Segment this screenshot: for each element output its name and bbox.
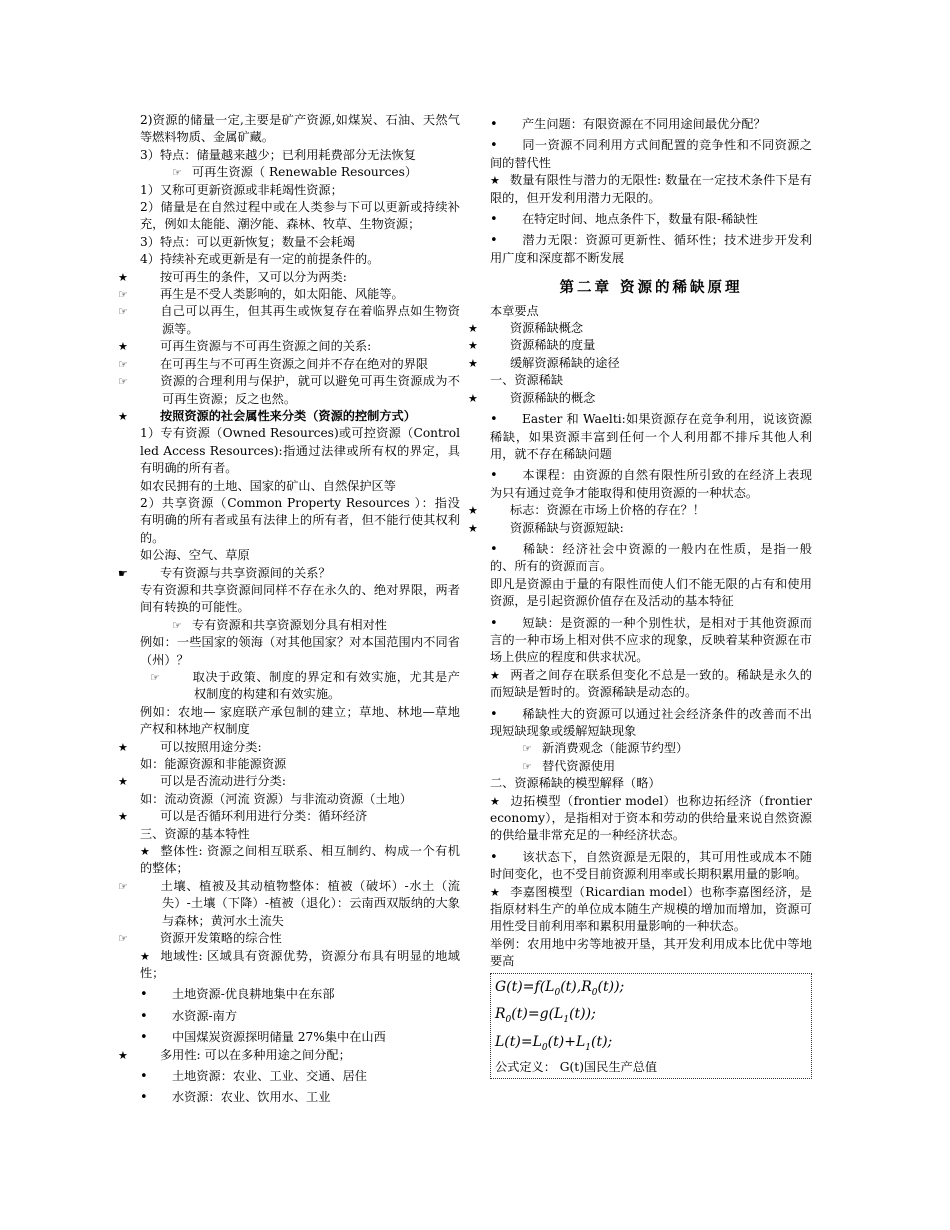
star-bullet-icon: ★ bbox=[118, 409, 128, 423]
line-text: 专有资源和共享资源间同样不存在永久的、绝对界限，两者间有转换的可能性。 bbox=[140, 582, 460, 615]
line-text: 本课程：由资源的自然有限性所引致的在经济上表现为只有通过竞争才能取得和使用资源的一种状态。 bbox=[490, 468, 812, 500]
line-text: 土地资源：农业、工业、交通、居住 bbox=[172, 1068, 367, 1083]
line-text: 专有资源与共享资源间的关系？ bbox=[160, 565, 331, 580]
text-line bbox=[490, 137, 812, 172]
text-line bbox=[140, 182, 460, 199]
text-line bbox=[468, 320, 812, 337]
star-bullet-icon: ★ bbox=[468, 504, 478, 518]
line-text: 稀缺：经济社会中资源的一般内在性质，是指一般的、所有的资源而言。 bbox=[490, 541, 812, 574]
line-text: 同一资源不同利用方式间配置的竞争性和不同资源之间的替代性 bbox=[490, 138, 812, 170]
line-text: 1）又称可更新资源或非耗竭性资源； bbox=[140, 182, 343, 197]
dot-bullet-icon: • bbox=[490, 849, 498, 865]
star-bullet-icon: ★ bbox=[118, 740, 128, 754]
dot-bullet-icon: • bbox=[490, 706, 498, 722]
text-line bbox=[140, 704, 460, 739]
text-line bbox=[118, 269, 460, 286]
hand-pointer-icon: ☞ bbox=[172, 618, 182, 632]
text-line bbox=[140, 199, 460, 234]
line-text: 可以按照用途分类: bbox=[160, 739, 262, 754]
text-line bbox=[140, 617, 460, 634]
star-bullet-icon: ★ bbox=[118, 1048, 128, 1062]
line-text: 数量有限性与潜力的无限性: 数量在一定技术条件下是有限的，但开发利用潜力无限的。 bbox=[490, 173, 812, 205]
line-text: 缓解资源稀缺的途径 bbox=[510, 355, 620, 370]
line-text: 资源开发策略的综合性 bbox=[160, 931, 282, 946]
text-line bbox=[140, 948, 460, 983]
text-line bbox=[118, 408, 460, 425]
text-line bbox=[118, 930, 460, 947]
dot-bullet-icon: • bbox=[490, 233, 498, 249]
text-line bbox=[140, 112, 460, 147]
text-line bbox=[490, 884, 812, 936]
text-line bbox=[490, 411, 812, 463]
dot-bullet-icon: • bbox=[490, 615, 498, 631]
text-line bbox=[140, 147, 460, 164]
hand-pointer-icon: ☞ bbox=[118, 288, 128, 302]
hand-pointer-icon: ☞ bbox=[522, 742, 532, 756]
line-text: 举例：农用地中劣等地被开垦，其开发利用成本比优中等地要高 bbox=[490, 936, 812, 969]
text-line bbox=[468, 390, 812, 407]
text-line bbox=[490, 706, 812, 741]
line-text: 土地资源-优良耕地集中在东部 bbox=[172, 987, 335, 1002]
star-bullet-icon: ★ bbox=[490, 794, 500, 808]
formula-2: $R_0(t)=g(L_1(t))$; bbox=[495, 1006, 596, 1026]
text-line bbox=[490, 211, 812, 228]
text-line bbox=[140, 1068, 460, 1085]
line-text: 替代资源使用 bbox=[542, 758, 616, 773]
dot-bullet-icon: • bbox=[490, 541, 498, 557]
line-text: 如：能源资源和非能源资源 bbox=[140, 757, 287, 772]
text-line bbox=[490, 372, 812, 389]
line-text: 3）特点：可以更新恢复；数量不会耗竭 bbox=[140, 234, 355, 249]
line-text: 潜力无限：资源可更新性、循环性；技术进步开发利用广度和深度都不断发展 bbox=[490, 233, 812, 265]
line-text: 可再生资源与不可再生资源之间的关系: bbox=[160, 339, 372, 354]
star-bullet-icon: ★ bbox=[118, 270, 128, 284]
text-line bbox=[490, 775, 812, 792]
text-line bbox=[140, 826, 460, 843]
line-text: 取决于政策、制度的界定和有效实施，尤其是产权制度的构建和有效实施。 bbox=[192, 670, 460, 702]
text-line bbox=[118, 739, 460, 756]
line-text: 1）专有资源（Owned Resources)或可控资源（Controlled Access Resources):指通过法律或所有权的界定，具有明确的所有者。 bbox=[140, 426, 460, 476]
text-line bbox=[490, 667, 812, 702]
text-line bbox=[490, 576, 812, 611]
line-text: 2）储量是在自然过程中或在人类参与下可以更新或持续补充，例如太能能、潮汐能、森林、牧草、生物资源； bbox=[140, 200, 460, 232]
dot-bullet-icon: • bbox=[490, 117, 498, 132]
text-line bbox=[468, 520, 812, 537]
text-line bbox=[490, 303, 812, 320]
line-text: 新消费观念（能源节约型） bbox=[542, 741, 689, 756]
line-text: 2）共享资源（Common Property Resources ）：指没有明确的所有者或虽有法律上的所有者，但不能行使其权利的。 bbox=[140, 495, 460, 545]
hand-pointer-icon: ☞ bbox=[118, 357, 128, 371]
hand-pointer-icon: ☞ bbox=[522, 759, 532, 773]
line-text: 自己可以再生，但其再生或恢复存在着临界点如生物资源等。 bbox=[160, 304, 460, 336]
line-text: 在可再生与不可再生资源之间并不存在绝对的界限 bbox=[160, 356, 429, 371]
text-line bbox=[140, 425, 460, 477]
line-text: 短缺：是资源的一种个别性状，是相对于其他资源而言的一种市场上相对供不应求的现象，反映着某种资源在市场上供应的程度和供求状况。 bbox=[490, 615, 812, 665]
line-text: 二、资源稀缺的模型解释（略） bbox=[490, 776, 661, 791]
line-text: 如农民拥有的土地、国家的矿山、自然保护区等 bbox=[140, 478, 396, 493]
line-text: 在特定时间、地点条件下，数量有限-稀缺性 bbox=[522, 212, 758, 227]
star-bullet-icon: ★ bbox=[490, 174, 500, 188]
star-bullet-icon: ★ bbox=[140, 845, 150, 859]
line-text: 即凡是资源由于量的有限性而使人们不能无限的占有和使用资源，是引起资源价值存在及活动的基本特征 bbox=[490, 576, 812, 609]
hand-pointer-icon: ☞ bbox=[118, 879, 128, 893]
line-text: 如公海、空气、草原 bbox=[140, 548, 250, 563]
text-line bbox=[118, 356, 460, 373]
line-text: 该状态下，自然资源是无限的，其可用性或成本不随时间变化，也不受目前资源利用率或长期积累用量的影响。 bbox=[490, 849, 812, 882]
line-text: 例如：一些国家的领海（对其他国家？对本国范围内不同省（州）？ bbox=[140, 635, 460, 667]
star-bullet-icon: ★ bbox=[468, 521, 478, 535]
text-line bbox=[118, 338, 460, 355]
text-line bbox=[140, 634, 460, 669]
line-text: 资源稀缺的度量 bbox=[510, 338, 596, 353]
line-text: 水资源-南方 bbox=[172, 1008, 238, 1023]
text-line bbox=[118, 878, 460, 930]
line-text: 土壤、植被及其动植物整体：植被（破坏）-水土（流失）-土壤（下降）-植被（退化）：云南西双版纳的大象与森林；黄河水土流失 bbox=[160, 878, 460, 928]
dot-bullet-icon: • bbox=[140, 1008, 148, 1024]
text-line bbox=[490, 740, 812, 757]
text-line bbox=[490, 793, 812, 845]
text-line bbox=[490, 541, 812, 576]
star-bullet-icon: ★ bbox=[118, 340, 128, 354]
line-text: 本章要点 bbox=[490, 303, 539, 318]
star-bullet-icon: ★ bbox=[118, 810, 128, 824]
hand-pointer-icon: ☞ bbox=[150, 671, 160, 684]
line-text: 可以是否流动进行分类: bbox=[160, 774, 286, 789]
hand-pointer-icon: ☞ bbox=[118, 932, 128, 946]
text-line bbox=[468, 337, 812, 354]
line-text: 按可再生的条件，又可以分为两类: bbox=[160, 269, 347, 284]
text-line bbox=[140, 251, 460, 268]
text-line bbox=[118, 808, 460, 825]
formula-definition: 公式定义： G(t)国民生产总值 bbox=[495, 1060, 658, 1075]
line-text: 稀缺性大的资源可以通过社会经济条件的改善而不出现短缺现象或缓解短缺现象 bbox=[490, 706, 812, 738]
text-line bbox=[140, 756, 460, 773]
line-text: 产生问题：有限资源在不同用途间最优分配？ bbox=[522, 117, 766, 131]
line-text: 多用性: 可以在多种用途之间分配； bbox=[160, 1047, 351, 1062]
text-line bbox=[118, 373, 460, 408]
line-text: 李嘉图模型（Ricardian model）也称李嘉图经济，是指原材料生产的单位成本随生产规模的增加而增加，资源可用性受目前利用率和累积用量影响的一种状态。 bbox=[490, 884, 812, 934]
line-text: 2)资源的储量一定,主要是矿产资源,如煤炭、石油、天然气等燃料物质、金属矿藏。 bbox=[140, 113, 460, 145]
line-text: 3）特点：储量越来越少；已利用耗费部分无法恢复 bbox=[140, 147, 416, 162]
left-column bbox=[118, 112, 460, 1107]
text-line bbox=[118, 303, 460, 338]
star-bullet-icon: ★ bbox=[468, 356, 478, 370]
text-line bbox=[118, 286, 460, 303]
text-line bbox=[118, 565, 460, 582]
line-text: 再生是不受人类影响的，如太阳能、风能等。 bbox=[160, 287, 404, 302]
star-bullet-icon: ★ bbox=[490, 885, 500, 899]
star-bullet-icon: ★ bbox=[468, 322, 478, 336]
star-bullet-icon: ★ bbox=[468, 339, 478, 353]
star-bullet-icon: ★ bbox=[140, 949, 150, 963]
text-line bbox=[140, 1029, 460, 1046]
text-line bbox=[140, 582, 460, 617]
hand-pointer-icon: ☞ bbox=[172, 166, 182, 180]
text-line bbox=[490, 172, 812, 207]
line-text: 整体性: 资源之间相互联系、相互制约、构成一个有机的整体； bbox=[140, 844, 460, 876]
line-text: 标志：资源在市场上价格的存在？！ bbox=[510, 503, 705, 518]
dot-bullet-icon: • bbox=[140, 1030, 148, 1046]
text-line bbox=[490, 232, 812, 267]
text-line bbox=[140, 234, 460, 251]
text-line bbox=[490, 849, 812, 884]
line-text: 可再生资源（ Renewable Resources） bbox=[192, 165, 418, 180]
dot-bullet-icon: • bbox=[490, 468, 498, 484]
line-text: 中国煤炭资源探明储量 27%集中在山西 bbox=[172, 1030, 386, 1045]
star-bullet-icon: ★ bbox=[468, 391, 478, 405]
text-line bbox=[140, 478, 460, 495]
text-line bbox=[140, 547, 460, 564]
line-text: 三、资源的基本特性 bbox=[140, 826, 250, 841]
star-bullet-icon: ★ bbox=[118, 775, 128, 789]
text-line bbox=[468, 502, 812, 519]
text-line bbox=[490, 615, 812, 667]
text-line bbox=[140, 1089, 460, 1106]
text-line bbox=[118, 773, 460, 790]
line-text: 按照资源的社会属性来分类（资源的控制方式） bbox=[160, 408, 416, 423]
line-text: 一、资源稀缺 bbox=[490, 373, 564, 388]
dot-bullet-icon: • bbox=[490, 412, 498, 428]
dot-bullet-icon: • bbox=[140, 987, 148, 1003]
text-line bbox=[490, 936, 812, 971]
hand-pointer-icon: ☞ bbox=[118, 375, 128, 389]
line-text: 水资源：农业、饮用水、工业 bbox=[172, 1090, 331, 1105]
line-text: 地域性: 区域具有资源优势，资源分布具有明显的地域性； bbox=[140, 948, 460, 980]
text-line bbox=[490, 116, 812, 133]
formula-3: $L(t)=L_0(t)+L_1(t)$; bbox=[495, 1034, 613, 1054]
line-text: 资源稀缺与资源短缺: bbox=[510, 520, 624, 535]
text-line bbox=[140, 669, 460, 704]
formula-1: $G(t)=f(L_0(t),R_0(t))$; bbox=[495, 978, 625, 998]
text-line bbox=[140, 164, 460, 181]
line-text: 如：流动资源（河流 资源）与非流动资源（土地） bbox=[140, 791, 412, 806]
line-text: 资源稀缺概念 bbox=[510, 321, 584, 336]
dot-bullet-icon: • bbox=[490, 212, 498, 228]
text-line bbox=[140, 1008, 460, 1025]
dot-bullet-icon: • bbox=[140, 1068, 148, 1084]
text-line bbox=[468, 355, 812, 372]
line-text: 边拓模型（frontier model）也称边拓经济（frontier economy），是指相对于资本和劳动的供给量来说自然资源的供给量非常充足的一种经济状态。 bbox=[490, 793, 812, 843]
formula-box bbox=[490, 973, 812, 1080]
hand-pointer-icon: ☛ bbox=[118, 566, 128, 580]
line-text: 例如：农地— 家庭联产承包制的建立；草地、林地—草地产权和林地产权制度 bbox=[140, 704, 460, 737]
star-bullet-icon: ★ bbox=[490, 668, 500, 682]
line-text: 两者之间存在联系但变化不总是一致的。稀缺是永久的而短缺是暂时的。资源稀缺是动态的。 bbox=[490, 667, 812, 700]
line-text: 资源的合理利用与保护，就可以避免可再生资源成为不可再生资源；反之也然。 bbox=[160, 374, 460, 406]
line-text: Easter 和 Waelti:如果资源存在竞争利用，说该资源稀缺，如果资源丰富到任何一个人利用都不排斥其他人利用，就不存在稀缺问题 bbox=[490, 412, 812, 461]
text-line bbox=[140, 843, 460, 878]
line-text: 4）持续补充或更新是有一定的前提条件的。 bbox=[140, 252, 380, 267]
dot-bullet-icon: • bbox=[490, 138, 498, 154]
line-text: 可以是否循环利用进行分类：循环经济 bbox=[160, 809, 368, 824]
right-top-section bbox=[490, 116, 812, 267]
chapter-title: 第二章 资源的稀缺原理 bbox=[559, 279, 743, 297]
line-text: 资源稀缺的概念 bbox=[510, 390, 596, 405]
text-line bbox=[490, 467, 812, 502]
text-line bbox=[118, 1047, 460, 1064]
text-line bbox=[140, 791, 460, 808]
dot-bullet-icon: • bbox=[140, 1090, 148, 1106]
hand-pointer-icon: ☞ bbox=[118, 305, 128, 319]
text-line bbox=[140, 986, 460, 1003]
right-column bbox=[468, 112, 812, 1079]
right-main-section bbox=[468, 303, 812, 971]
text-line bbox=[490, 758, 812, 775]
text-line bbox=[140, 495, 460, 547]
line-text: 专有资源和共享资源划分具有相对性 bbox=[192, 617, 387, 632]
